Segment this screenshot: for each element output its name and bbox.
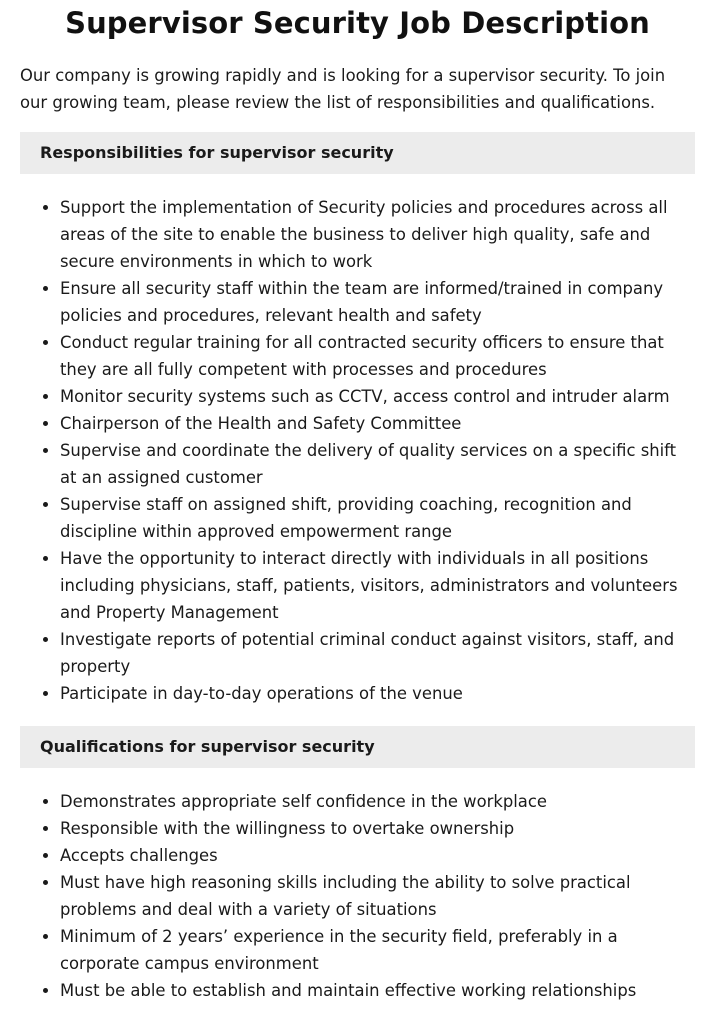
responsibilities-list — [20, 194, 695, 707]
list-item: • Monitor security systems such as CCTV, access control and intruder alarm — [60, 383, 695, 410]
intro-paragraph: Our company is growing rapidly and is looking for a supervisor security. To join our growing team, please review the list of responsibilities and qualifications. — [20, 66, 666, 112]
list-item: • Chairperson of the Health and Safety Committee — [60, 410, 695, 437]
list-item: • Must be able to establish and maintain effective working relationships — [60, 977, 695, 1004]
list-item: • Minimum of 2 years’ experience in the security field, preferably in a corporate campus environment — [60, 923, 695, 977]
list-item: • Demonstrates appropriate self confidence in the workplace — [60, 788, 695, 815]
list-item: • Responsible with the willingness to overtake ownership — [60, 815, 695, 842]
list-item: • Supervise staff on assigned shift, providing coaching, recognition and discipline within approved empowerment range — [60, 491, 695, 545]
list-item: • Ensure all security staff within the team are informed/trained in company policies and procedures, relevant health and safety — [60, 275, 695, 329]
list-item: • Must have high reasoning skills including the ability to solve practical problems and deal with a variety of situations — [60, 869, 695, 923]
list-item: • Conduct regular training for all contracted security officers to ensure that they are all fully competent with processes and procedures — [60, 329, 695, 383]
list-item: • Supervise and coordinate the delivery of quality services on a specific shift at an assigned customer — [60, 437, 695, 491]
qualifications-list — [20, 788, 695, 1004]
list-item: • Investigate reports of potential criminal conduct against visitors, staff, and property — [60, 626, 695, 680]
list-item: • Participate in day-to-day operations of the venue — [60, 680, 695, 707]
list-item: • Support the implementation of Security policies and procedures across all areas of the site to enable the business to deliver high quality, safe and secure environments in which to work — [60, 194, 695, 275]
qualifications-heading: Qualifications for supervisor security — [20, 726, 695, 768]
responsibilities-heading: Responsibilities for supervisor security — [20, 132, 695, 174]
list-item: • Accepts challenges — [60, 842, 695, 869]
page-title: Supervisor Security Job Description — [65, 6, 650, 40]
list-item: • Have the opportunity to interact directly with individuals in all positions including physicians, staff, patients, visitors, administrators and volunteers and Property Management — [60, 545, 695, 626]
